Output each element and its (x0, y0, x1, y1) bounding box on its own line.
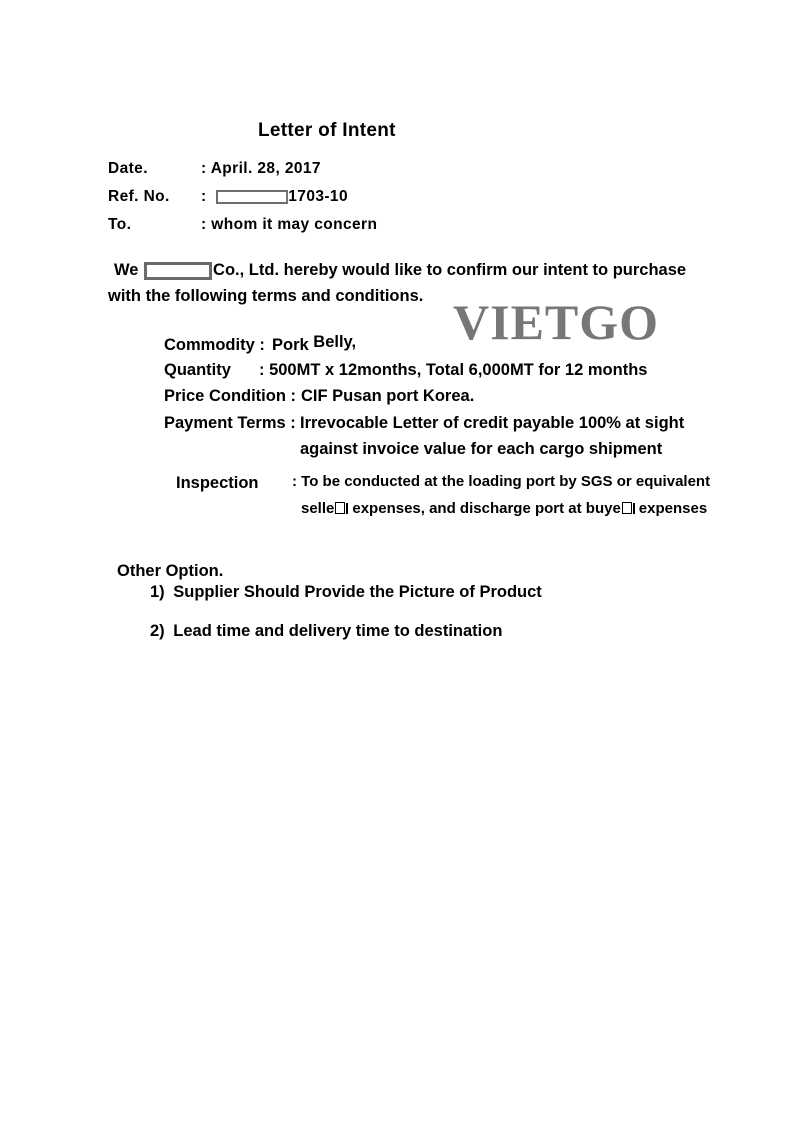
ref-value-line (201, 188, 348, 206)
commodity-label: Commodity : (164, 336, 265, 354)
payment-value-2: against invoice value for each cargo shipment (300, 440, 663, 458)
letter-title: Letter of Intent (258, 120, 396, 141)
payment-label: Payment Terms : (164, 414, 296, 432)
broken-glyph-bar-icon (633, 503, 635, 514)
inspection-end: expenses (638, 500, 708, 517)
list-item-text: Lead time and delivery time to destination (173, 622, 503, 640)
broken-glyph-icon (335, 502, 345, 514)
to-label: To. (108, 216, 132, 233)
list-item (150, 622, 502, 641)
to-value: : whom it may concern (201, 216, 378, 233)
intro-line-2: with the following terms and conditions. (108, 287, 424, 305)
ref-redaction-box (216, 190, 288, 204)
ref-colon: : (201, 188, 207, 205)
commodity-value-belly: Belly, (313, 333, 357, 351)
commodity-value (272, 333, 357, 355)
commodity-value-pork: Pork (272, 336, 309, 354)
other-option-heading: Other Option. (117, 562, 224, 580)
payment-value-1: Irrevocable Letter of credit payable 100% at sight (300, 414, 685, 432)
date-label: Date. (108, 160, 148, 177)
inspection-value-1: : To be conducted at the loading port by SGS or equivalent (292, 473, 711, 490)
vietgo-watermark: VIETGO (453, 294, 660, 350)
ref-number: 1703-10 (288, 188, 348, 205)
list-item-number: 1) (150, 583, 165, 601)
intro-line-1 (114, 261, 686, 280)
intro-line-1-rest: Co., Ltd. hereby would like to confirm our intent to purchase (213, 261, 687, 279)
broken-glyph-icon (622, 502, 632, 514)
list-item-number: 2) (150, 622, 165, 640)
intro-we: We (114, 261, 139, 279)
list-item-text: Supplier Should Provide the Picture of Product (173, 583, 542, 601)
inspection-value-2 (301, 500, 707, 517)
ref-label: Ref. No. (108, 188, 170, 205)
broken-glyph-bar-icon (346, 503, 348, 514)
price-label: Price Condition : (164, 387, 296, 405)
quantity-label: Quantity (164, 361, 231, 379)
company-redaction-box (144, 262, 212, 280)
date-value: : April. 28, 2017 (201, 160, 321, 177)
quantity-value: : 500MT x 12months, Total 6,000MT for 12 months (259, 361, 648, 379)
list-item (150, 583, 542, 602)
price-value: CIF Pusan port Korea. (301, 387, 475, 405)
inspection-mid: expenses, and discharge port at buye (352, 500, 621, 517)
inspection-seller: selle (301, 500, 335, 517)
inspection-label: Inspection (176, 474, 259, 492)
